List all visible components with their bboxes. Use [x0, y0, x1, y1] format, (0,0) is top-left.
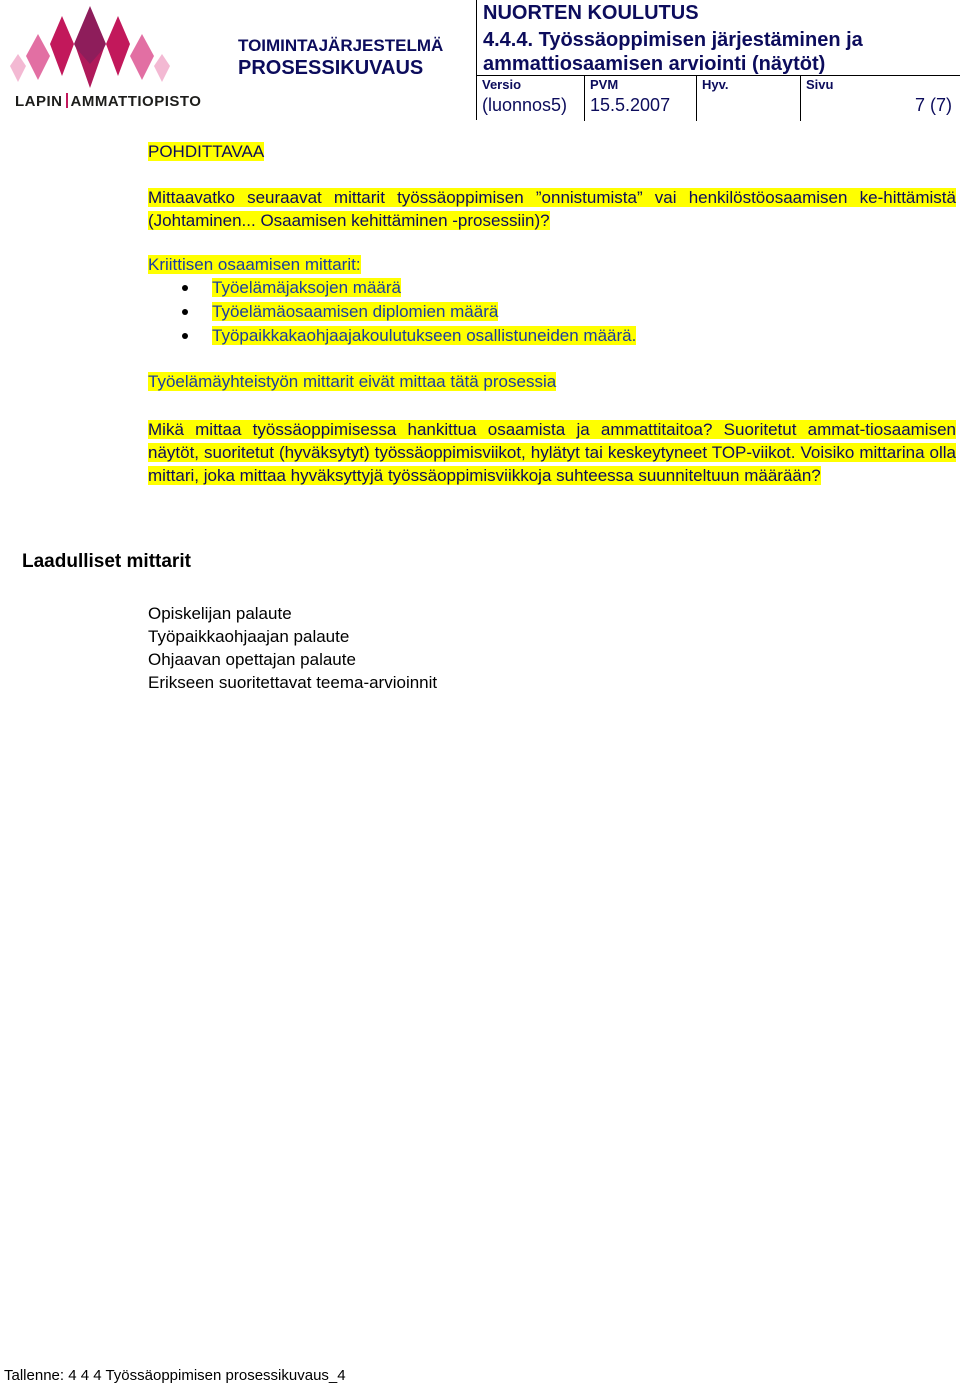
cooperation-note-text: Työelämäyhteistyön mittarit eivät mittaa tätä prosessia — [148, 372, 557, 391]
version-value: (luonnos5) — [482, 95, 568, 115]
logo-wordmark — [15, 93, 201, 110]
critical-intro — [148, 253, 958, 276]
logo-separator — [66, 93, 68, 108]
list-item — [148, 300, 636, 324]
lapin-ammattiopisto-logo — [10, 4, 210, 114]
question-2 — [148, 418, 956, 487]
date-value: 15.5.2007 — [590, 95, 671, 115]
list-item — [148, 276, 636, 300]
system-label: TOIMINTAJÄRJESTELMÄ — [238, 36, 444, 55]
meta-row — [476, 75, 960, 121]
list-item-text: Työelämäosaamisen diplomien määrä — [212, 302, 499, 321]
list-item: Erikseen suoritettavat teema-arvioinnit — [148, 673, 438, 692]
list-item — [148, 324, 636, 348]
approved-label: Hyv. — [702, 77, 729, 92]
footer-filename: Tallenne: 4 4 4 Työssäoppimisen prosessikuvaus_4 — [4, 1367, 346, 1384]
list-item-text: Työpaikkakaohjaajakoulutukseen osallistuneiden määrä. — [212, 326, 637, 345]
list-item: Ohjaavan opettajan palaute — [148, 650, 356, 669]
heading-pohdittavaa — [148, 140, 958, 163]
unit-title: NUORTEN KOULUTUS — [483, 2, 699, 24]
heading-text: POHDITTAVAA — [148, 142, 265, 161]
system-subtitle: PROSESSIKUVAUS — [238, 57, 424, 79]
cooperation-note — [148, 370, 958, 393]
meta-page — [800, 76, 960, 121]
meta-date — [584, 76, 696, 121]
date-label: PVM — [590, 77, 619, 92]
page-label: Sivu — [806, 77, 834, 92]
critical-metrics-list — [148, 276, 636, 348]
question-1-text: Mittaavatko seuraavat mittarit työssäoppimisen ”onnistumista” vai henkilöstöosaamisen ke-hittämistä (Johtaminen... Osaamisen kehittäminen -prosessiin)? — [148, 188, 956, 230]
page-value: 7 (7) — [914, 95, 952, 115]
qualitative-metrics-title: Laadulliset mittarit — [22, 551, 191, 572]
meta-version — [476, 76, 584, 121]
document-title: 4.4.4. Työssäoppimisen järjestäminen ja ammattiosaamisen arviointi (näytöt) — [483, 29, 863, 75]
list-item: Opiskelijan palaute — [148, 604, 292, 623]
logo-brand-left: LAPIN — [15, 93, 63, 110]
qualitative-metrics-list — [148, 602, 437, 694]
list-item-text: Työelämäjaksojen määrä — [212, 278, 401, 297]
list-item: Työpaikkaohjaajan palaute — [148, 627, 350, 646]
question-1 — [148, 186, 956, 232]
meta-approved — [696, 76, 800, 121]
logo-brand-right: AMMATTIOPISTO — [70, 93, 202, 110]
document-info-box — [476, 0, 960, 120]
version-label: Versio — [482, 77, 522, 92]
logo-flower-icon — [10, 4, 210, 92]
question-2-text: Mikä mittaa työssäoppimisessa hankittua osaamista ja ammattitaitoa? Suoritetut ammat-tiosaamisen näytöt, suoritetut (hyväksytyt) työssäoppimisviikot, hylätyt tai keskeytyneet TOP-viikot. Voisiko mittarina olla mittari, joka mittaa hyväksyttyjä työssäoppimisviikkoja suhteessa suunniteltuun määrään? — [148, 420, 956, 485]
critical-intro-text: Kriittisen osaamisen mittarit: — [148, 255, 361, 274]
